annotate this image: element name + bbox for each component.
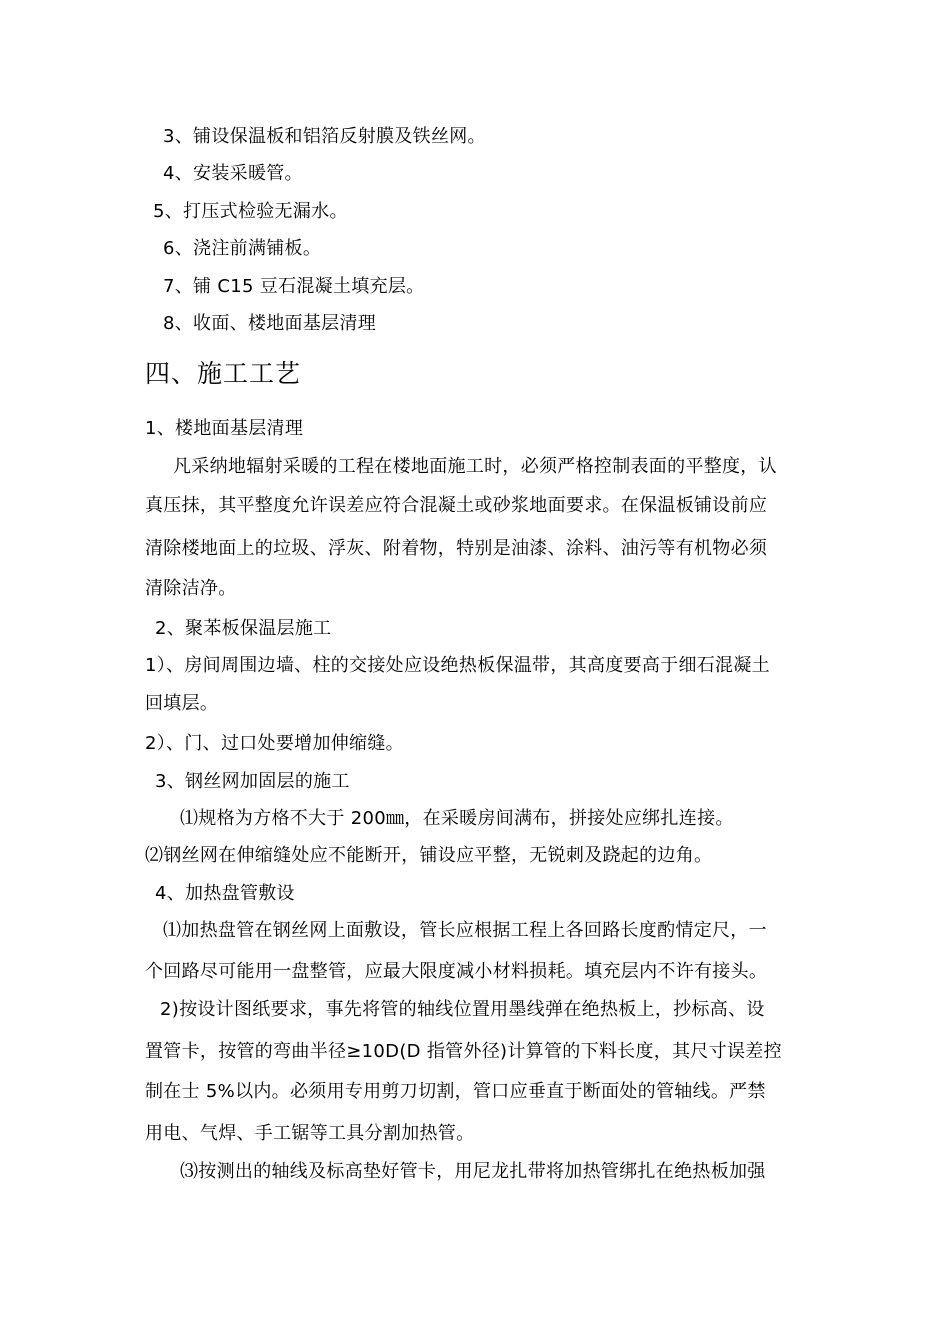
step-6: 6、浇注前满铺板。 xyxy=(163,238,322,259)
item-1-paragraph-line: 凡采纳地辐射采暖的工程在楼地面施工时，必须严格控制表面的平整度，认 xyxy=(173,456,777,477)
item-4-paragraph-line: 制在士 5%以内。必须用专用剪刀切割，管口应垂直于断面处的管轴线。严禁 xyxy=(145,1081,766,1102)
step-8: 8、收面、楼地面基层清理 xyxy=(163,313,377,334)
item-4-paragraph-line: 2)按设计图纸要求，事先将管的轴线位置用墨线弹在绝热板上，抄标高、设 xyxy=(160,999,765,1020)
step-5: 5、打压式检验无漏水。 xyxy=(153,201,348,222)
item-3-paragraph-line: ⑵钢丝网在伸缩缝处应不能断开，铺设应平整，无锐刺及跷起的边角。 xyxy=(145,845,713,866)
item-1-title: 1、楼地面基层清理 xyxy=(145,418,304,439)
item-1-paragraph-line: 清除洁净。 xyxy=(145,578,237,599)
item-1-paragraph-line: 清除楼地面上的垃圾、浮灰、附着物，特别是油漆、涂料、油污等有机物必须 xyxy=(145,538,768,559)
item-3-title: 3、钢丝网加固层的施工 xyxy=(155,771,350,792)
item-4-title: 4、加热盘管敷设 xyxy=(155,883,295,904)
item-2-paragraph-line: 回填层。 xyxy=(145,693,219,714)
item-2-title: 2、聚苯板保温层施工 xyxy=(155,618,332,639)
step-3: 3、铺设保温板和铝箔反射膜及铁丝网。 xyxy=(163,126,486,147)
item-4-paragraph-line: 置管卡，按管的弯曲半径≥10D(D 指管外径)计算管的下料长度，其尺寸误差控 xyxy=(145,1041,782,1062)
item-4-paragraph-line: ⑶按测出的轴线及标高垫好管卡，用尼龙扎带将加热管绑扎在绝热板加强 xyxy=(180,1161,766,1182)
item-1-paragraph-line: 真压抹，其平整度允许误差应符合混凝土或砂浆地面要求。在保温板铺设前应 xyxy=(145,495,768,516)
item-4-paragraph-line: 用电、气焊、手工锯等工具分割加热管。 xyxy=(145,1123,475,1144)
item-2-paragraph-line: 1）、房间周围边墙、柱的交接处应设绝热板保温带，其高度要高于细石混凝土 xyxy=(145,655,770,676)
section-heading: 四、施工工艺 xyxy=(145,359,302,388)
item-2-paragraph-line: 2）、门、过口处要增加伸缩缝。 xyxy=(145,733,404,754)
item-4-paragraph-line: 个回路尽可能用一盘整管，应最大限度减小材料损耗。填充层内不许有接头。 xyxy=(145,961,768,982)
step-7: 7、铺 C15 豆石混凝土填充层。 xyxy=(163,276,425,297)
item-4-paragraph-line: ⑴加热盘管在钢丝网上面敷设，管长应根据工程上各回路长度酌情定尺，一 xyxy=(163,920,767,941)
step-4: 4、安装采暖管。 xyxy=(163,163,303,184)
item-3-paragraph-line: ⑴规格为方格不大于 200㎜，在采暖房间满布，拼接处应绑扎连接。 xyxy=(180,808,734,829)
